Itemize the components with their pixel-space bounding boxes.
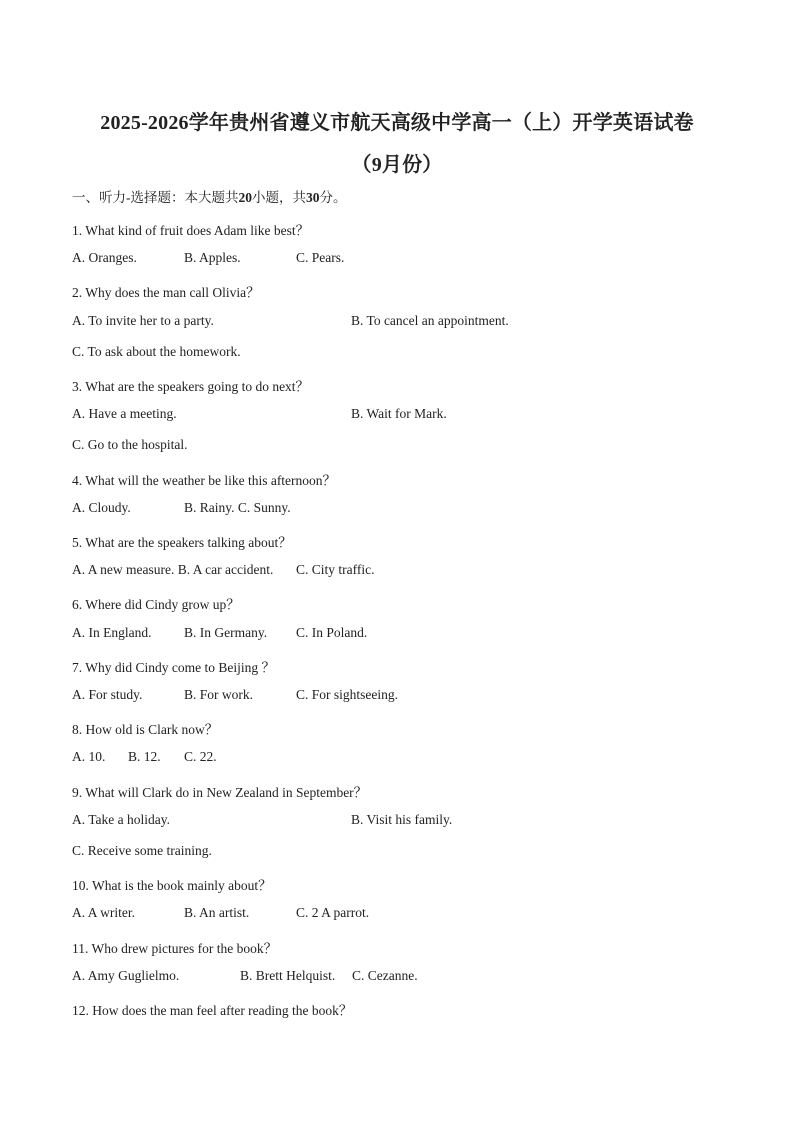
question-1: 1. What kind of fruit does Adam like best？ xyxy=(72,223,310,238)
option-a: A. 10. xyxy=(72,749,106,764)
question-2: 2. Why does the man call Olivia？ xyxy=(72,285,260,300)
option-a: A. Amy Guglielmo. xyxy=(72,968,180,983)
options-2 xyxy=(72,313,752,333)
option-b: B. For work. xyxy=(184,687,254,702)
option-c: C. For sightseeing. xyxy=(296,687,399,702)
option-b: B. To cancel an appointment. xyxy=(351,313,509,328)
option-b: B. Brett Helquist. xyxy=(240,968,336,983)
option-a: A. In England. xyxy=(72,625,152,640)
question-11: 11. Who drew pictures for the book？ xyxy=(72,941,278,956)
option-c: C. 22. xyxy=(184,749,217,764)
options-6 xyxy=(72,625,752,645)
option-b: B. 12. xyxy=(128,749,161,764)
option-a: A. For study. xyxy=(72,687,143,702)
options-5 xyxy=(72,562,752,582)
options-4 xyxy=(72,500,752,520)
exam-title: 2025-2026学年贵州省遵义市航天高级中学高一（上）开学英语试卷 xyxy=(100,112,694,134)
option-a: A. Have a meeting. xyxy=(72,406,177,421)
exam-subtitle: （9月份） xyxy=(351,154,443,176)
options-9-row2 xyxy=(72,843,752,863)
option-a: A. Cloudy. xyxy=(72,500,131,515)
option-c: C. Go to the hospital. xyxy=(72,437,188,452)
options-1 xyxy=(72,250,752,270)
option-c: C. In Poland. xyxy=(296,625,368,640)
option-a: A. Take a holiday. xyxy=(72,812,171,827)
option-c: C. To ask about the homework. xyxy=(72,344,241,359)
options-9 xyxy=(72,812,752,832)
options-11 xyxy=(72,968,752,988)
options-3-row2 xyxy=(72,437,752,457)
option-a: A. Oranges. xyxy=(72,250,137,265)
options-8 xyxy=(72,749,752,769)
question-3: 3. What are the speakers going to do next？ xyxy=(72,379,310,394)
question-7: 7. Why did Cindy come to Beijing ？ xyxy=(72,660,275,675)
option-b: B. Wait for Mark. xyxy=(351,406,447,421)
option-a: A. A writer. xyxy=(72,905,135,920)
option-c: C. 2 A parrot. xyxy=(296,905,370,920)
option-b: B. Apples. xyxy=(184,250,241,265)
section-heading: 一、听力-选择题：本大题共20小题，共30分。 xyxy=(72,190,347,205)
option-b: B. In Germany. xyxy=(184,625,268,640)
question-10: 10. What is the book mainly about？ xyxy=(72,878,272,893)
option-b: B. Visit his family. xyxy=(351,812,453,827)
option-c: C. Pears. xyxy=(296,250,345,265)
option-c: C. Receive some training. xyxy=(72,843,212,858)
options-2-row2 xyxy=(72,344,752,364)
options-10 xyxy=(72,905,752,925)
option-b: B. Rainy. C. Sunny. xyxy=(184,500,291,515)
options-3 xyxy=(72,406,752,426)
question-6: 6. Where did Cindy grow up？ xyxy=(72,597,240,612)
question-9: 9. What will Clark do in New Zealand in September？ xyxy=(72,785,368,800)
question-12: 12. How does the man feel after reading the book？ xyxy=(72,1003,353,1018)
option-c: C. City traffic. xyxy=(296,562,375,577)
option-b: B. An artist. xyxy=(184,905,250,920)
option-c: C. Cezanne. xyxy=(352,968,418,983)
options-7 xyxy=(72,687,752,707)
option-a: A. To invite her to a party. xyxy=(72,313,214,328)
question-4: 4. What will the weather be like this afternoon？ xyxy=(72,473,337,488)
question-8: 8. How old is Clark now？ xyxy=(72,722,219,737)
option-a: A. A new measure. B. A car accident. xyxy=(72,562,274,577)
question-5: 5. What are the speakers talking about？ xyxy=(72,535,292,550)
